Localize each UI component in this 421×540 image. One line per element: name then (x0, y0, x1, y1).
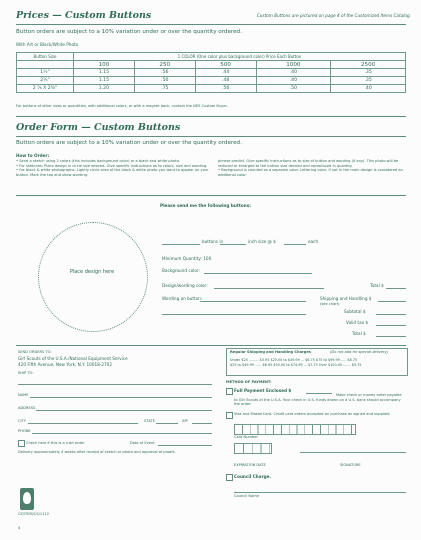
mail-line2: 420 Fifth Avenue, New York, N.Y. 10018-2702 (18, 362, 112, 367)
divider (16, 345, 406, 346)
size-field[interactable] (220, 244, 246, 245)
price-cell: .40 (256, 77, 331, 85)
instruction-item: phrase predict. Give specific instructions as to size of button and wording (if any). This photo will be reduced or enlarged to the button size desired and reproduced in quantity. (218, 159, 399, 168)
zip-field[interactable] (192, 423, 212, 424)
state-field[interactable] (156, 423, 178, 424)
rush-order-label: Check here if this is a rush order (26, 441, 85, 445)
grand-total-label: Total $ (352, 331, 366, 336)
council-name-field[interactable] (234, 492, 406, 493)
zip-label: ZIP (182, 419, 188, 423)
signature-label: SIGNATURE (340, 463, 361, 467)
grand-total-field[interactable] (376, 336, 406, 337)
city-field[interactable] (28, 423, 138, 424)
wording-label: Wording on button: (162, 296, 203, 301)
quantity-field[interactable] (162, 244, 200, 245)
wording-field-2[interactable] (162, 314, 306, 315)
design-circle[interactable] (38, 222, 148, 332)
buttons-in-label: buttons in (202, 239, 224, 244)
full-payment-label: Full Payment Enclosed $ (234, 388, 292, 393)
council-label: Council Charge. (234, 474, 272, 479)
full-payment-note: Make check or money order payable to Girl Scouts of the U.S.A. Your check in U.S. funds drawn on a U.S. bank should accompany the order. (234, 393, 402, 407)
signature-field[interactable] (300, 452, 406, 453)
price-cell: .50 (256, 85, 331, 93)
how-heading: How to Order: (16, 153, 50, 158)
card-number-boxes[interactable] (234, 424, 356, 435)
circle-label: Place design here (69, 269, 115, 275)
price-cell: .48 (195, 77, 256, 85)
size-cell: 2 ⅞ X 2⅜" (17, 85, 74, 93)
price-cell: .35 (331, 69, 406, 77)
subtotal-label: Subtotal $ (344, 309, 366, 314)
ship-to-label: SHIP TO: (18, 371, 34, 375)
page-number: 4 (18, 526, 21, 530)
card-number-grid[interactable] (234, 424, 356, 435)
size-header: Button Size (17, 53, 74, 61)
council-checkbox[interactable] (226, 474, 233, 481)
design-color-field[interactable] (214, 288, 324, 289)
form-code: CE/ITEM/CS/1112 (18, 512, 49, 516)
expiration-boxes[interactable] (234, 443, 272, 454)
shipping-chart-subtitle: (Do not add for special delivery) (330, 350, 389, 354)
card-checkbox[interactable] (226, 412, 233, 419)
price-cell: 1.20 (74, 85, 135, 93)
date-field[interactable] (158, 445, 212, 446)
instruction-item: • For black & white photographs: Lightly circle area of the black & white photo you want to appear on your button. Mark the top and show wording. (16, 168, 209, 177)
minimum-label: Minimum Quantity: 100 (162, 256, 212, 261)
trefoil-logo-icon (20, 488, 34, 510)
card-number-label: Card Number (234, 435, 258, 439)
table-row (17, 69, 406, 77)
prices-subtitle: Button orders are subject to a 10% variation under or over the quantity ordered. (16, 29, 242, 35)
price-cell: .40 (331, 85, 406, 93)
phone-field[interactable] (32, 433, 212, 434)
card-label: Visa and MasterCard. Credit card orders accepted on purchase as signed and supplied. (234, 412, 391, 416)
each-label: each (308, 239, 319, 244)
expiration-label: EXPIRATION DATE (234, 463, 266, 467)
qty-cell: 250 (134, 61, 195, 69)
wording-field[interactable] (200, 301, 306, 302)
table-row (17, 85, 406, 93)
table-row (17, 77, 406, 85)
expiration-grid[interactable] (234, 443, 272, 454)
qty-cell: 500 (195, 61, 256, 69)
prices-footnote: For buttons of other sizes or quantities, with additional colors, or with a magnet back, contact the NES Custom Buyer. (16, 104, 228, 108)
shipping-note: (see chart) (320, 302, 340, 306)
address-label: ADDRESS (18, 406, 36, 410)
address-field[interactable] (36, 410, 212, 411)
inch-size-label: inch size @ $ (248, 239, 276, 244)
city-label: CITY (18, 419, 26, 423)
divider (16, 24, 406, 25)
instructions-right (218, 159, 406, 177)
table-caption: With Art or Black/White Photo (16, 42, 79, 47)
qty-cell: 100 (74, 61, 135, 69)
price-cell: .44 (195, 69, 256, 77)
full-payment-checkbox[interactable] (226, 388, 233, 395)
price-cell: .56 (195, 85, 256, 93)
shipping-chart-rows (230, 358, 361, 368)
subtotal-field[interactable] (376, 314, 406, 315)
instruction-item: • For sketches: Place design in circle size desired. Give specific instructions as to colors, size and wording. (16, 163, 208, 168)
qty-cell: 2500 (331, 61, 406, 69)
price-table (16, 52, 406, 93)
send-heading: Please send me the following buttons: (160, 203, 251, 208)
price-each-field[interactable] (284, 244, 306, 245)
price-cell: .50 (134, 77, 195, 85)
price-cell: .40 (256, 69, 331, 77)
shipping-chart-row: Under $25 ......... $5.95 $25.00 to $49.99 ... $6.75 $75 to $99.99 ..... $8.75 (230, 358, 358, 362)
price-header: 1 COLOR (One color plus background color) Price Each Button (74, 53, 406, 61)
payment-heading: METHOD OF PAYMENT: (226, 380, 272, 384)
price-cell: .56 (134, 69, 195, 77)
price-cell: .75 (134, 85, 195, 93)
instructions-left (16, 159, 212, 177)
total-field[interactable] (386, 288, 406, 289)
shipping-chart-title: Regular Shipping and Handling Charges (230, 350, 311, 354)
qty-cell: 1000 (256, 61, 331, 69)
instruction-item: • Send a sketch using 2 colors (this includes background color) or a black and white photo. (16, 159, 180, 163)
quantity-row (17, 61, 406, 69)
price-cell: 1.15 (74, 69, 135, 77)
background-field[interactable] (204, 273, 312, 274)
divider (16, 136, 406, 137)
total-label: Total $ (370, 283, 384, 288)
instruction-item: • Background is counted as a separate color. Lettering color, if not in the main design is considered an additional color. (218, 168, 403, 177)
shipping-field[interactable] (378, 301, 406, 302)
council-name-label: Council Name (234, 494, 259, 498)
order-subtitle: Button orders are subject to a 10% variation under or over the quantity ordered. (16, 140, 242, 146)
date-label: Date of Event (130, 441, 155, 445)
divider (16, 116, 406, 117)
size-cell: 1½" (17, 69, 74, 77)
shipping-label: Shipping and Handling $ (320, 296, 372, 301)
background-label: Background color: (162, 268, 200, 273)
phone-label: PHONE (18, 429, 31, 433)
valid-tax-label: Valid tax $ (346, 320, 369, 325)
design-color-label: Design/wording color: (162, 283, 208, 288)
name-label: NAME (18, 393, 29, 397)
rush-order-checkbox[interactable] (18, 440, 25, 447)
shipping-chart-row: $25 to $49.99 ...... $6.95 $50.00 to $74.99 ... $7.75 Over $100.00 ....... $9.75 (230, 363, 362, 367)
delivery-note: Delivery approximately 4 weeks after receipt of sketch or photo and approval of proofs. (18, 450, 176, 454)
price-cell: .35 (331, 77, 406, 85)
order-title: Order Form — Custom Buttons (16, 122, 181, 133)
ship-to-line[interactable] (18, 384, 212, 385)
send-orders-heading: SEND ORDERS TO: (18, 350, 52, 354)
prices-title: Prices — Custom Buttons (16, 10, 152, 21)
state-label: STATE (144, 419, 155, 423)
table-header-row (17, 53, 406, 61)
divider (16, 195, 406, 196)
price-cell: 1.15 (74, 77, 135, 85)
catalog-note: Custom Buttons are pictured on page 4 of the Customized Items Catalog. (256, 13, 411, 18)
name-field[interactable] (30, 397, 212, 398)
valid-tax-field[interactable] (376, 325, 406, 326)
size-cell: 2¼" (17, 77, 74, 85)
mail-line1: Girl Scouts of the U.S.A./National Equipment Service (18, 356, 128, 361)
